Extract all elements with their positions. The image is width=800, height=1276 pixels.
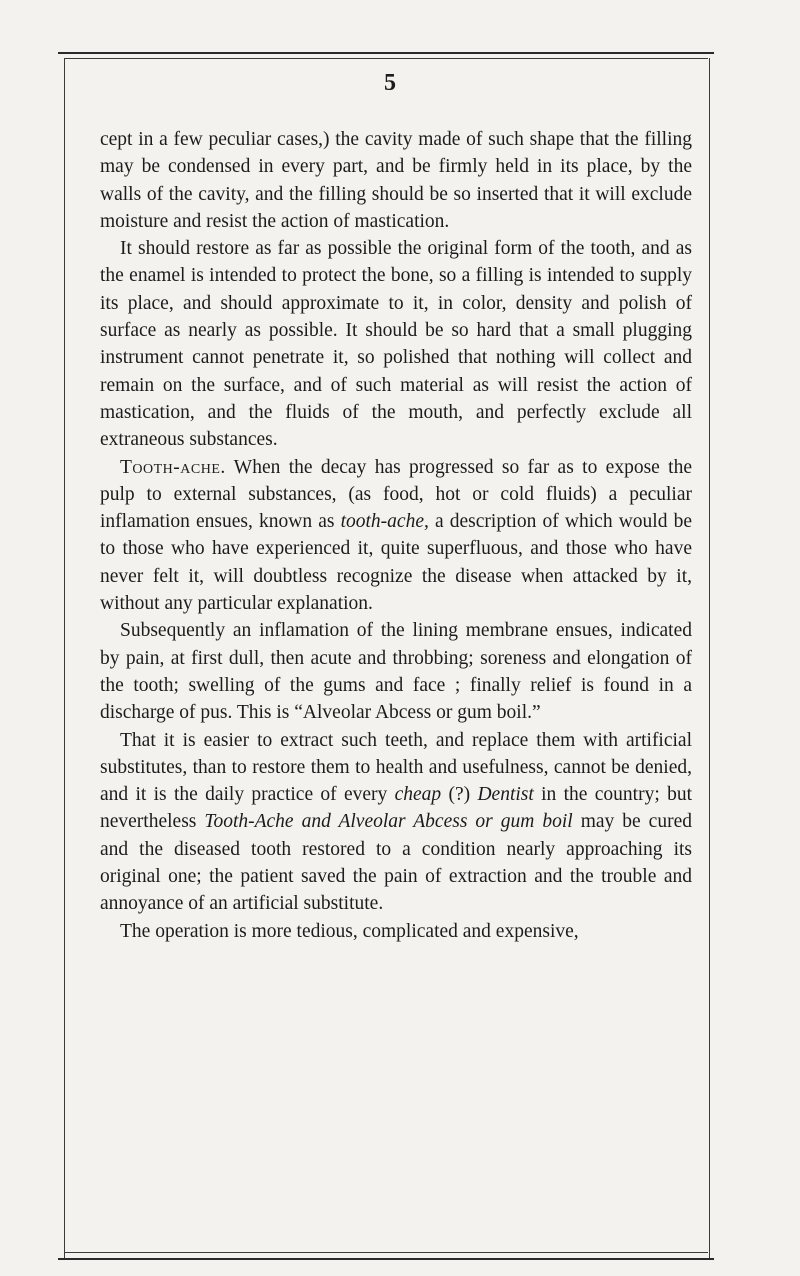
paragraph-continuation: cept in a few peculiar cases,) the cavity made of such shape that the filling may be condensed in every part, and be firmly held in its place, by the walls of the cavity, and the filling should be so inserted that it will exclude moisture and resist the action of mastication. xyxy=(100,129,692,232)
extraction-text-a: That it is easier to extract such teeth, and replace them with artificial substitutes, than to restore them to health and usefulness, cannot be denied, and it is the daily practice of every xyxy=(100,729,692,806)
paragraph-tooth-ache xyxy=(100,454,692,618)
dentist-term: Dentist xyxy=(477,784,534,806)
tooth-ache-text-a: When the decay has progressed so far as to expose the pulp to external substances, (as food, hot or cold fluids) a peculiar inflamation ensues, known as xyxy=(100,456,692,533)
paragraph-alveolar-abcess: Subsequently an inflamation of the lining membrane ensues, indicated by pain, at first dull, then acute and throbbing; soreness and elongation of the tooth; swelling of the gums and face ; finally relief is found in a discharge of pus. This is “Alveolar Abcess or gum boil.” xyxy=(100,620,692,724)
tooth-ache-title-term: Tooth-Ache and Alveolar Abcess or gum boil xyxy=(204,811,573,833)
top-border-rule xyxy=(58,52,714,54)
extraction-text-d: may be cured and the diseased tooth restored to a condition nearly approaching its original one; the patient saved the pain of extraction and the trouble and annoyance of an artificial substitute. xyxy=(100,811,692,915)
tooth-ache-term: tooth-ache, xyxy=(340,511,429,533)
section-heading-tooth-ache: Tooth-ache. xyxy=(120,456,226,478)
extraction-text-b: (?) xyxy=(441,784,478,806)
bottom-border-rule xyxy=(58,1258,714,1260)
body-text xyxy=(100,126,692,945)
tooth-ache-text-b: a description of which would be to those who have experienced it, quite superfluous, and those who have never felt it, will doubtless recognize the disease when attacked by it, without any particular explanation. xyxy=(100,511,692,615)
extraction-text-c: in the country; but nevertheless xyxy=(100,784,692,833)
cheap-term: cheap xyxy=(394,784,442,806)
paragraph-extraction xyxy=(100,727,692,918)
paragraph-restore-form: It should restore as far as possible the original form of the tooth, and as the enamel is intended to protect the bone, so a filling is intended to supply its place, and should approximate to it, in color, density and polish of surface as nearly as possible. It should be so hard that a small plugging instrument cannot penetrate it, so polished that nothing will collect and remain on the surface, and of such material as will resist the action of mastication, and the fluids of the mouth, and perfectly exclude all extraneous substances. xyxy=(100,238,692,451)
bottom-inner-rule xyxy=(64,1252,708,1253)
page-number: 5 xyxy=(384,70,396,96)
paragraph-operation: The operation is more tedious, complicated and expensive, xyxy=(120,920,579,942)
